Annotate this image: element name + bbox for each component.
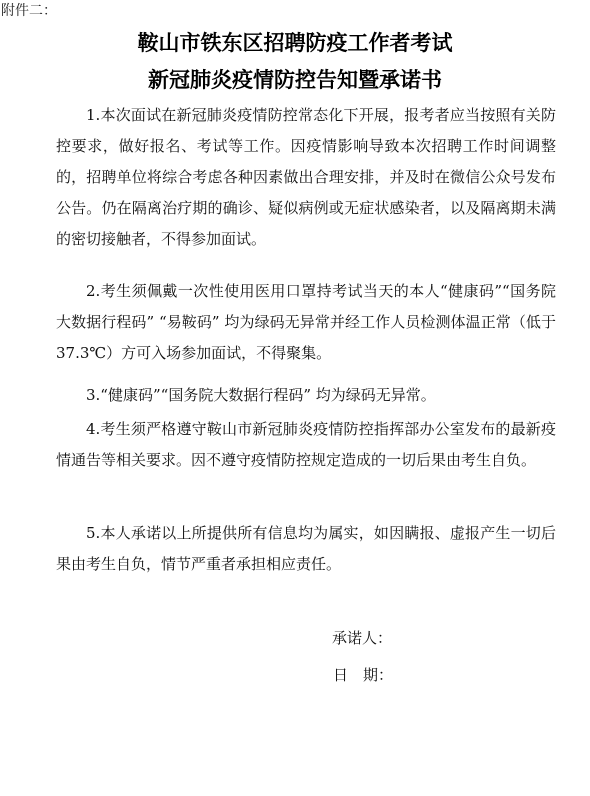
date-label: 日 期： xyxy=(333,666,394,684)
paragraph-4: 4.考生须严格遵守鞍山市新冠肺炎疫情防控指挥部办公室发布的最新疫情通告等相关要求。因不遵守疫情防控规定造成的一切后果由考生自负。 xyxy=(56,420,556,469)
paragraph-2: 2.考生须佩戴一次性使用医用口罩持考试当天的本人“健康码”“国务院大数据行程码” “易鞍码” 均为绿码无异常并经工作人员检测体温正常（低于 37.3℃）方可入场参加面试，不得聚集。 xyxy=(56,282,556,362)
document-title-line-2: 新冠肺炎疫情防控告知暨承诺书 xyxy=(148,68,442,92)
signer-label: 承诺人： xyxy=(332,629,393,647)
document-title-line-1: 鞍山市铁东区招聘防疫工作者考试 xyxy=(137,31,453,55)
paragraph-1: 1.本次面试在新冠肺炎疫情防控常态化下开展，报考者应当按照有关防控要求，做好报名、考试等工作。因疫情影响导致本次招聘工作时间调整的，招聘单位将综合考虑各种因素做出合理安排，并及时在微信公众号发布公告。仍在隔离治疗期的确诊、疑似病例或无症状感染者，以及隔离期未满的密切接触者，不得参加面试。 xyxy=(56,106,556,248)
paragraph-3: 3.“健康码”“国务院大数据行程码” 均为绿码无异常。 xyxy=(86,386,436,404)
paragraph-5: 5.本人承诺以上所提供所有信息均为属实，如因瞒报、虚报产生一切后果由考生自负，情节严重者承担相应责任。 xyxy=(56,524,556,573)
attachment-label: 附件二： xyxy=(1,3,57,19)
